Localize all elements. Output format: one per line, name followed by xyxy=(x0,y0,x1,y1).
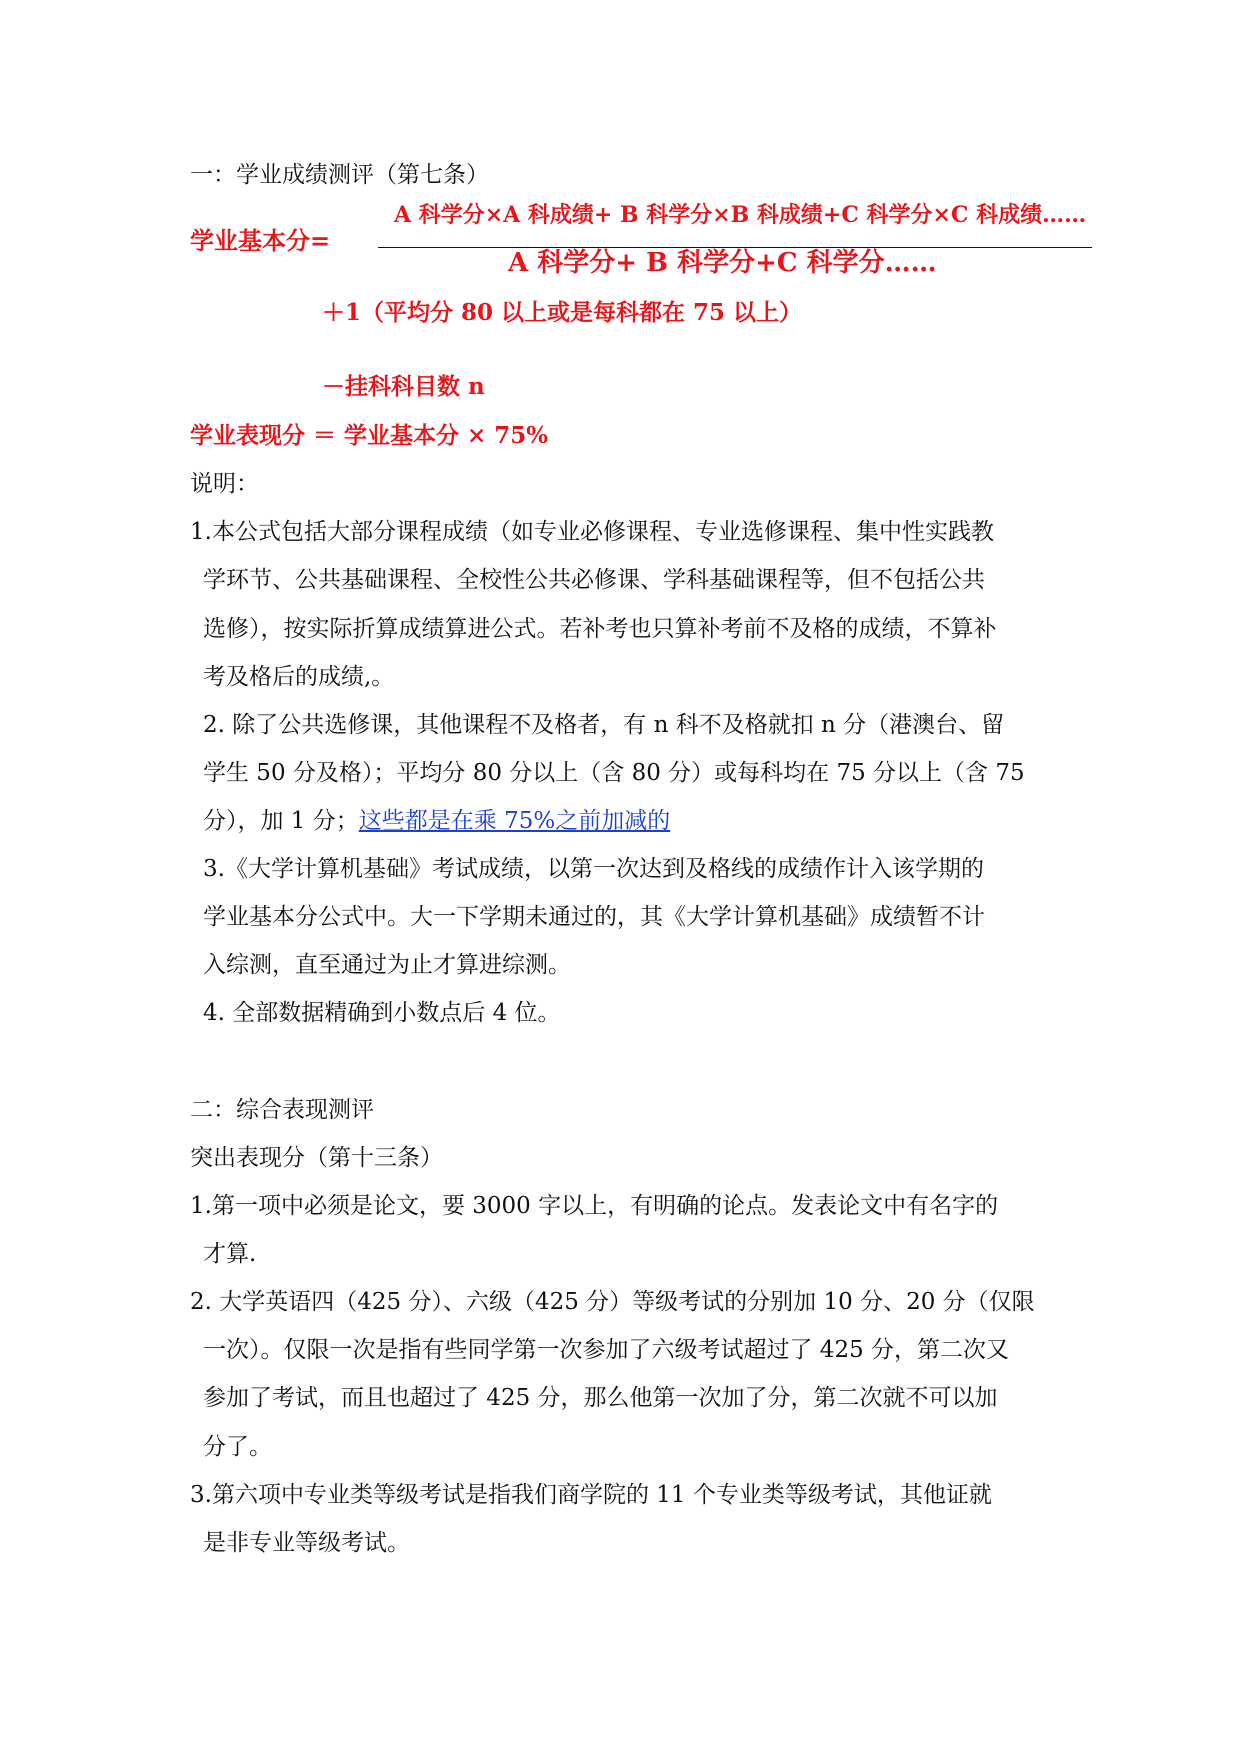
note-2-link[interactable]: 这些都是在乘 75%之前加减的 xyxy=(358,808,671,834)
note-4: 4. 全部数据精确到小数点后 4 位。 xyxy=(203,1000,561,1026)
formula-plus-line: ＋1（平均分 80 以上或是每科都在 75 以上） xyxy=(322,299,803,326)
section2-subheading: 突出表现分（第十三条） xyxy=(190,1145,443,1171)
section1-heading: 一：学业成绩测评（第七条） xyxy=(190,162,489,188)
section2-heading: 二：综合表现测评 xyxy=(190,1097,374,1123)
formula-minus-line: －挂科科目数 n xyxy=(322,373,485,400)
notes-title: 说明： xyxy=(190,471,259,497)
formula-numerator: A 科学分×A 科成绩+ B 科学分×B 科成绩+C 科学分×C 科成绩…… xyxy=(394,202,1087,228)
formula-performance: 学业表现分 ＝ 学业基本分 × 75% xyxy=(190,422,549,449)
formula-denominator: A 科学分+ B 科学分+C 科学分…… xyxy=(508,248,937,278)
formula-lhs: 学业基本分= xyxy=(190,226,331,255)
